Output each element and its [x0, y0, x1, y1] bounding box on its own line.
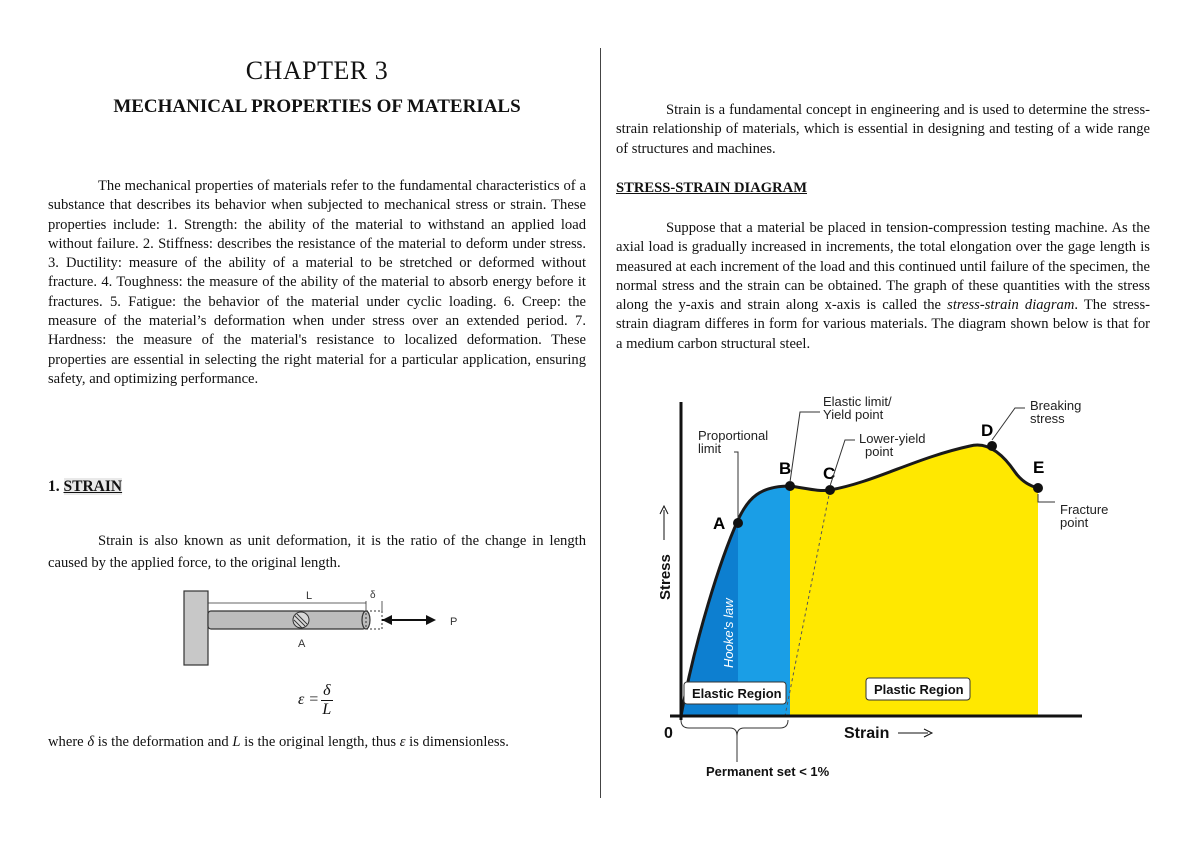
formula-numerator: δ [323, 682, 331, 699]
point-d-marker [987, 441, 997, 451]
stress-strain-paragraph [616, 219, 1150, 354]
stress-strain-text-2: . The stress-strain diagram differes in form for various materials. The diagram shown below is that for a medium carbon structural steel. [616, 297, 1150, 352]
force-arrow-tail [382, 615, 392, 625]
strain-concept-paragraph [616, 101, 1150, 159]
stress-strain-term: stress-strain diagram [947, 297, 1075, 314]
strain-formula [298, 682, 333, 719]
rod-label-l: L [306, 590, 313, 602]
where-text-2: is the deformation and [94, 734, 233, 750]
plastic-region-label: Plastic Region [874, 682, 964, 697]
strain-axis-label: Strain [844, 725, 890, 742]
fixed-wall [184, 591, 208, 665]
breaking-text-2: stress [1030, 411, 1065, 426]
intro-text: The mechanical properties of materials refer to the fundamental characteristics of a substance that describes its behavior when subjected to mechanical stress or strain. These properties include: 1. Strength: the ability of the material to withstand an applied load without failure. 2. Stiffness: describes the resistance of the material to deform under stress. 3. Ductility: measure of the ability of a material to be stretched or deformed without fracture. 4. Toughness: the measure of the ability of the material to absorb energy before it fractures. 5. Fatigue: the behavior of the material under cyclic loading. 6. Creep: the measure of the material’s deformation when under stress over an extended period. 7. Hardness: the measure of the material's resistance to localized deformation. These properties are essential in selecting the right material for a particular application, ensuring safety, and optimizing performance. [48, 178, 586, 387]
rod-figure [178, 585, 478, 670]
proportional-limit-text-1: Proportional [698, 428, 769, 443]
elastic-limit-text-1: Elastic limit/ [823, 394, 892, 409]
fracture-text-2: point [1060, 515, 1089, 530]
where-text-4: is dimensionless. [405, 734, 509, 750]
strain-heading-text: STRAIN [63, 478, 123, 495]
proportional-limit-text-2: limit [698, 441, 722, 456]
permanent-set-label: Permanent set < 1% [706, 764, 830, 779]
point-e-marker [1033, 483, 1043, 493]
elastic-region-label: Elastic Region [692, 686, 782, 701]
stress-strain-text-1: Suppose that a material be placed in tension-compression testing machine. As the axial load is gradually increased in increments, the total elongation over the gage length is measured at each increment of the load and this continued until failure of the specimen, the normal stress and the strain can be obtained. The graph of these quantities with the stress along the y-axis and strain along x-axis is called the [616, 220, 1150, 314]
force-arrow-head [426, 615, 436, 625]
formula-fraction [321, 682, 332, 719]
column-divider [600, 48, 601, 798]
where-l: L [232, 734, 241, 750]
rod-label-a: A [298, 638, 306, 650]
rod-label-p: P [450, 616, 458, 628]
strain-definition-text: Strain is also known as unit deformation, it is the ratio of the change in length caused by the applied force, to the original length. [48, 533, 586, 571]
point-a-label: A [713, 514, 726, 533]
strain-concept-text: Strain is a fundamental concept in engineering and is used to determine the stress-strain relationship of materials, which is essential in designing and testing of a wide range of structures and machines. [616, 102, 1150, 157]
where-text-1: where [48, 734, 88, 750]
stress-strain-heading: STRESS-STRAIN DIAGRAM [616, 180, 807, 196]
strain-definition [48, 530, 586, 574]
lower-yield-text-2: point [865, 444, 894, 459]
where-text-3: is the original length, thus [240, 734, 400, 750]
chapter-title: CHAPTER 3 [245, 56, 389, 85]
plastic-region-fill [790, 445, 1038, 716]
where-epsilon: ε [399, 734, 406, 750]
point-c-marker [825, 485, 835, 495]
point-b-marker [785, 481, 795, 491]
cross-section-circle [293, 612, 309, 628]
permanent-set-bracket [681, 720, 788, 736]
breaking-text-1: Breaking [1030, 398, 1082, 413]
formula-lhs: ε = [298, 691, 320, 709]
fracture-leader [1038, 494, 1055, 502]
strain-heading [48, 478, 122, 496]
point-a-marker [733, 518, 743, 528]
hookes-law-label: Hooke's law [721, 598, 736, 668]
where-delta: δ [87, 734, 95, 750]
formula-denominator: L [322, 701, 332, 718]
point-c-label: C [823, 464, 836, 483]
elastic-limit-text-2: Yield point [823, 407, 884, 422]
point-d-label: D [981, 421, 994, 440]
breaking-leader [992, 408, 1025, 440]
rod-label-delta: δ [370, 590, 376, 601]
origin-label: 0 [664, 725, 673, 742]
lower-yield-text-1: Lower-yield [859, 431, 926, 446]
where-paragraph [48, 730, 586, 754]
stress-axis-label: Stress [657, 554, 674, 600]
point-b-label: B [779, 459, 792, 478]
rod-body [208, 611, 366, 629]
fracture-text-1: Fracture [1060, 502, 1109, 517]
elastic-limit-leader [790, 412, 820, 482]
intro-paragraph [48, 177, 586, 389]
proportional-leader [734, 452, 738, 518]
chapter-subtitle: MECHANICAL PROPERTIES OF MATERIALS [113, 96, 521, 117]
point-e-label: E [1033, 458, 1045, 477]
stress-strain-diagram [640, 390, 1109, 790]
strain-heading-number: 1. [48, 478, 64, 495]
